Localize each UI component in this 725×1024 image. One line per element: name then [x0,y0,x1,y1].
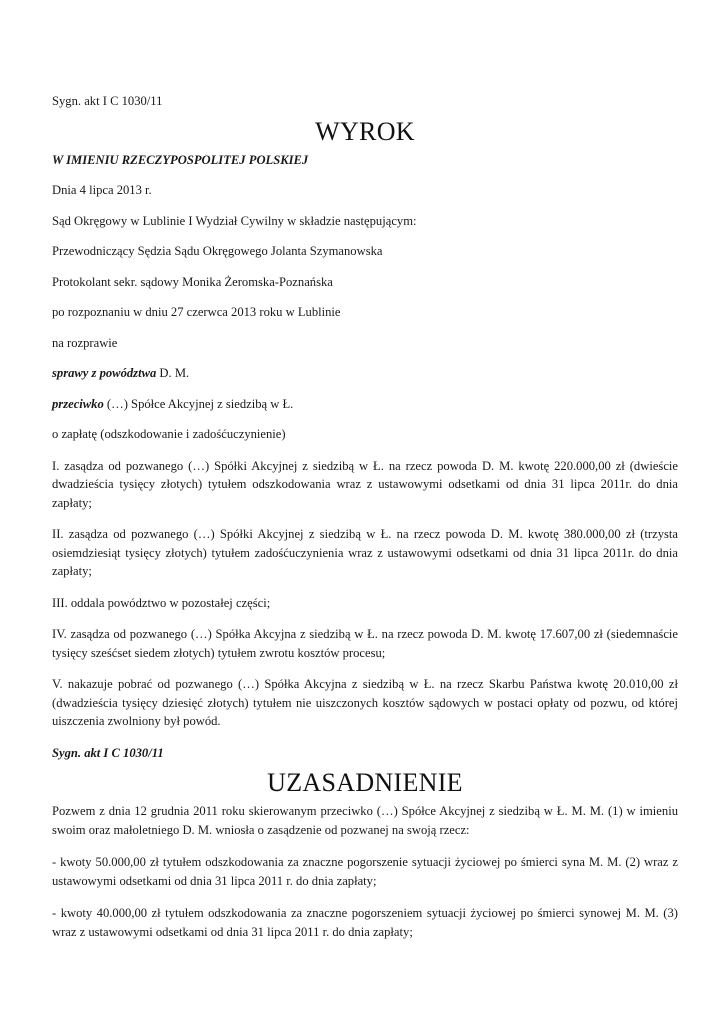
justification-title: UZASADNIENIE [267,768,463,797]
hearing-type: na rozprawie [52,335,118,350]
judgment-subtitle: W IMIENIU RZECZYPOSPOLITEJ POLSKIEJ [52,152,309,167]
hearing-date: po rozpoznaniu w dniu 27 czerwca 2013 roku w Lublinie [52,305,341,319]
defendant-name: (…) Spółce Akcyjnej z siedzibą w Ł. [103,396,294,411]
ruling-item: IV. zasądza od pozwanego (…) Spółka Akcyjna z siedzibą w Ł. na rzecz powoda D. M. kwotę 17.607,00 zł (siedemnaście tysięcy sześćset siedem złotych) tytułem zwrotu kosztów procesu; [52,627,678,660]
justification-signature: Sygn. akt I C 1030/11 [52,745,164,760]
case-label: sprawy z powództwa [52,366,157,380]
court-composition: Sąd Okręgowy w Lublinie I Wydział Cywilny w składzie następującym: [52,213,417,228]
case-plaintiff [52,364,678,383]
court-clerk: Protokolant sekr. sądowy Monika Żeromska-Poznańska [52,274,333,289]
judgment-title: WYROK [315,116,415,146]
justification-paragraph: Pozwem z dnia 12 grudnia 2011 roku skierowanym przeciwko (…) Spółce Akcyjnej z siedzibą w Ł. M. M. (1) w imieniu swoim oraz małoletniego D. M. wniosła o zasądzenie od pozwanej na swoją rzecz: [52,804,678,837]
ruling-item: I. zasądza od pozwanego (…) Spółki Akcyjnej z siedzibą w Ł. na rzecz powoda D. M. kwotę 220.000,00 zł (dwieście dwadzieścia tysięcy złotych) tytułem odszkodowania wraz z ustawowymi odsetkami od dnia 31 lipca 2011r. do dnia zapłaty; [52,458,678,510]
case-signature: Sygn. akt I C 1030/11 [52,94,163,108]
presiding-judge: Przewodniczący Sędzia Sądu Okręgowego Jolanta Szymanowska [52,244,383,258]
plaintiff-name: D. M. [156,366,190,380]
ruling-item: III. oddala powództwo w pozostałej części; [52,595,271,610]
ruling-item: II. zasądza od pozwanego (…) Spółki Akcyjnej z siedzibą w Ł. na rzecz powoda D. M. kwotę 380.000,00 zł (trzysta osiemdziesiąt tysięcy złotych) tytułem zadośćuczynienia wraz z ustawowymi odsetkami od dnia 31 lipca 2011r. do dnia zapłaty; [52,527,678,578]
justification-paragraph: - kwoty 50.000,00 zł tytułem odszkodowania za znaczne pogorszenie sytuacji życiowej po śmierci syna M. M. (2) wraz z ustawowymi odsetkami od dnia 31 lipca 2011 r. do dnia zapłaty; [52,855,678,888]
case-defendant [52,395,678,414]
judgment-date: Dnia 4 lipca 2013 r. [52,183,152,197]
case-subject: o zapłatę (odszkodowanie i zadośćuczynienie) [52,427,286,441]
document-page [52,92,678,941]
ruling-item: V. nakazuje pobrać od pozwanego (…) Spółka Akcyjna z siedzibą w Ł. na rzecz Skarbu Państwa kwotę 20.010,00 zł (dwadzieścia tysięcy dziesięć złotych) tytułem nie uiszczonych kosztów sądowych w postaci opłaty od pozwu, od której uiszczenia zwolniony był powód. [52,677,678,728]
justification-paragraph: - kwoty 40.000,00 zł tytułem odszkodowania za znaczne pogorszeniem sytuacji życiowej po śmierci synowej M. M. (3) wraz z ustawowymi odsetkami od dnia 31 lipca 2011 r. do dnia zapłaty; [52,906,678,939]
against-label: przeciwko [52,396,104,411]
